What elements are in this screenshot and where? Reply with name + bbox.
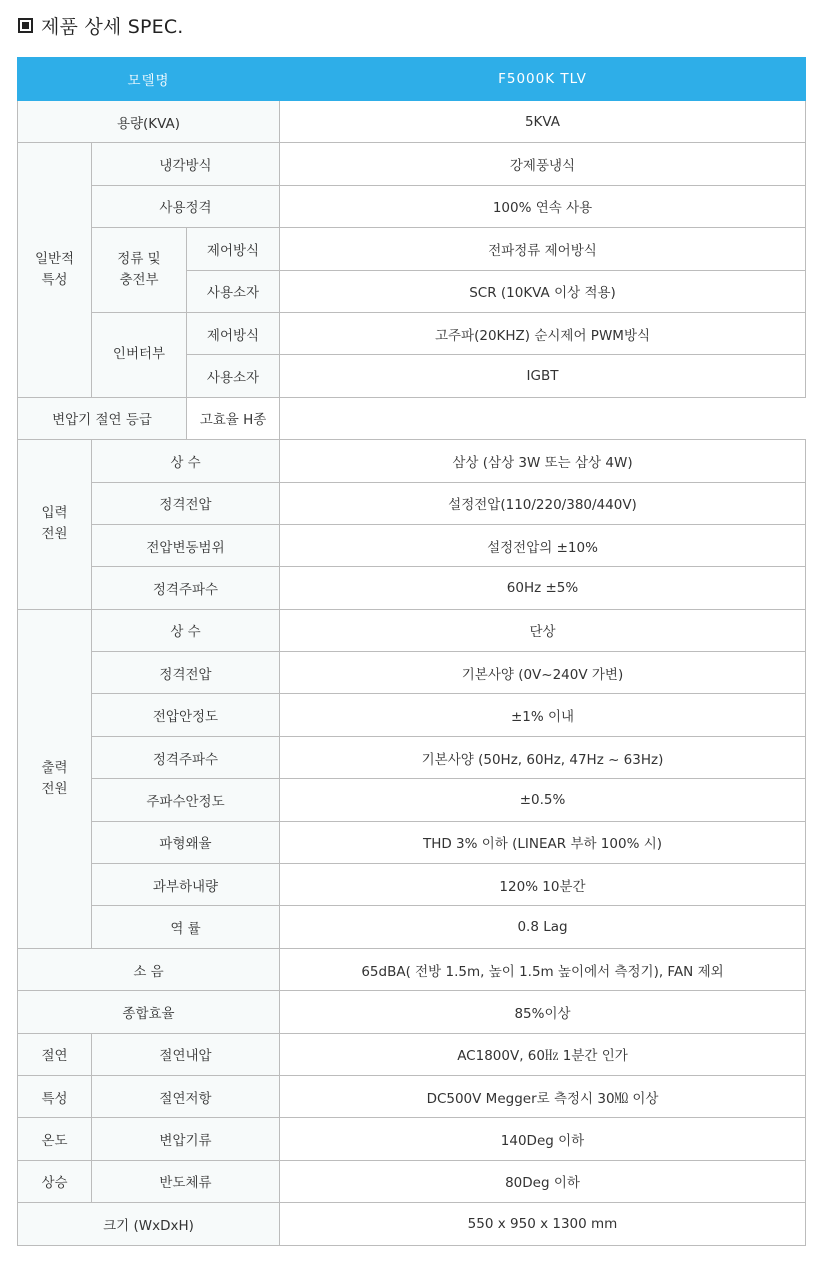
table-row: [18, 948, 806, 990]
rectifier-device-value: SCR (10KVA 이상 적용): [280, 270, 806, 312]
output-freq-stability-value: ±0.5%: [280, 779, 806, 821]
group-temperature-2: 상승: [18, 1160, 92, 1202]
table-row: [18, 524, 806, 566]
transformer-temp-value: 140Deg 이하: [280, 1118, 806, 1160]
table-row: [18, 1033, 806, 1075]
output-overload-value: 120% 10분간: [280, 864, 806, 906]
output-voltage-label: 정격전압: [92, 652, 280, 694]
rectifier-control-value: 전파정류 제어방식: [280, 228, 806, 270]
insulation-class-label: 변압기 절연 등급: [18, 397, 187, 439]
table-row: [18, 1075, 806, 1117]
table-row: [18, 567, 806, 609]
table-row: [18, 779, 806, 821]
output-power-factor-value: 0.8 Lag: [280, 906, 806, 948]
page-title-text: 제품 상세 SPEC.: [41, 16, 184, 38]
resistance-label: 절연저항: [92, 1075, 280, 1117]
output-phase-label: 상 수: [92, 609, 280, 651]
input-frequency-label: 정격주파수: [92, 567, 280, 609]
output-overload-label: 과부하내량: [92, 864, 280, 906]
output-distortion-label: 파형왜율: [92, 821, 280, 863]
group-general: 일반적 특성: [18, 143, 92, 397]
table-row: [18, 609, 806, 651]
table-row: [18, 821, 806, 863]
table-row: [18, 1203, 806, 1245]
input-frequency-value: 60Hz ±5%: [280, 567, 806, 609]
insulation-class-value: 고효율 H종: [187, 397, 280, 439]
resistance-value: DC500V Megger로 측정시 30㏁ 이상: [280, 1075, 806, 1117]
group-output: 출력 전원: [18, 609, 92, 948]
table-row: [18, 482, 806, 524]
transformer-temp-label: 변압기류: [92, 1118, 280, 1160]
table-row: [18, 652, 806, 694]
spec-table: [17, 57, 806, 1246]
table-row: [18, 906, 806, 948]
output-frequency-label: 정격주파수: [92, 736, 280, 778]
table-header-row: [18, 58, 806, 101]
inverter-control-value: 고주파(20KHZ) 순시제어 PWM방식: [280, 312, 806, 354]
group-input: 입력 전원: [18, 440, 92, 610]
efficiency-value: 85%이상: [280, 991, 806, 1033]
input-voltage-value: 설정전압(110/220/380/440V): [280, 482, 806, 524]
rectifier-control-label: 제어방식: [187, 228, 280, 270]
noise-value: 65dBA( 전방 1.5m, 높이 1.5m 높이에서 측정기), FAN 제외: [280, 948, 806, 990]
table-row: [18, 312, 806, 354]
group-temperature-1: 온도: [18, 1118, 92, 1160]
group-insulation-2: 특성: [18, 1075, 92, 1117]
inverter-device-value: IGBT: [280, 355, 806, 397]
input-variation-value: 설정전압의 ±10%: [280, 524, 806, 566]
table-row: [18, 143, 806, 185]
model-value: F5000K TLV: [280, 58, 806, 101]
input-variation-label: 전압변동범위: [92, 524, 280, 566]
capacity-value: 5KVA: [280, 101, 806, 143]
group-insulation-1: 절연: [18, 1033, 92, 1075]
withstand-label: 절연내압: [92, 1033, 280, 1075]
table-row: [18, 694, 806, 736]
semiconductor-temp-label: 반도체류: [92, 1160, 280, 1202]
table-row: [18, 736, 806, 778]
size-label: 크기 (WxDxH): [18, 1203, 280, 1245]
inverter-device-label: 사용소자: [187, 355, 280, 397]
input-phase-value: 삼상 (삼상 3W 또는 삼상 4W): [280, 440, 806, 482]
output-voltage-value: 기본사양 (0V~240V 가변): [280, 652, 806, 694]
inverter-control-label: 제어방식: [187, 312, 280, 354]
square-bullet-icon: [18, 18, 33, 33]
output-stability-value: ±1% 이내: [280, 694, 806, 736]
output-power-factor-label: 역 률: [92, 906, 280, 948]
table-row: [18, 864, 806, 906]
output-distortion-value: THD 3% 이하 (LINEAR 부하 100% 시): [280, 821, 806, 863]
output-frequency-value: 기본사양 (50Hz, 60Hz, 47Hz ~ 63Hz): [280, 736, 806, 778]
group-rectifier: 정류 및 충전부: [92, 228, 187, 313]
size-value: 550 x 950 x 1300 mm: [280, 1203, 806, 1245]
table-row: [18, 397, 806, 439]
group-inverter: 인버터부: [92, 312, 187, 397]
table-row: [18, 1118, 806, 1160]
cooling-label: 냉각방식: [92, 143, 280, 185]
model-label: 모델명: [18, 58, 280, 101]
table-row: [18, 185, 806, 227]
table-row: [18, 101, 806, 143]
table-row: [18, 228, 806, 270]
cooling-value: 강제풍냉식: [280, 143, 806, 185]
input-phase-label: 상 수: [92, 440, 280, 482]
output-stability-label: 전압안정도: [92, 694, 280, 736]
output-freq-stability-label: 주파수안정도: [92, 779, 280, 821]
table-row: [18, 1160, 806, 1202]
input-voltage-label: 정격전압: [92, 482, 280, 524]
output-phase-value: 단상: [280, 609, 806, 651]
rating-label: 사용정격: [92, 185, 280, 227]
semiconductor-temp-value: 80Deg 이하: [280, 1160, 806, 1202]
noise-label: 소 음: [18, 948, 280, 990]
efficiency-label: 종합효율: [18, 991, 280, 1033]
withstand-value: AC1800V, 60㎐ 1분간 인가: [280, 1033, 806, 1075]
capacity-label: 용량(KVA): [18, 101, 280, 143]
table-row: [18, 991, 806, 1033]
rating-value: 100% 연속 사용: [280, 185, 806, 227]
table-row: [18, 440, 806, 482]
page-title: [18, 12, 184, 39]
rectifier-device-label: 사용소자: [187, 270, 280, 312]
